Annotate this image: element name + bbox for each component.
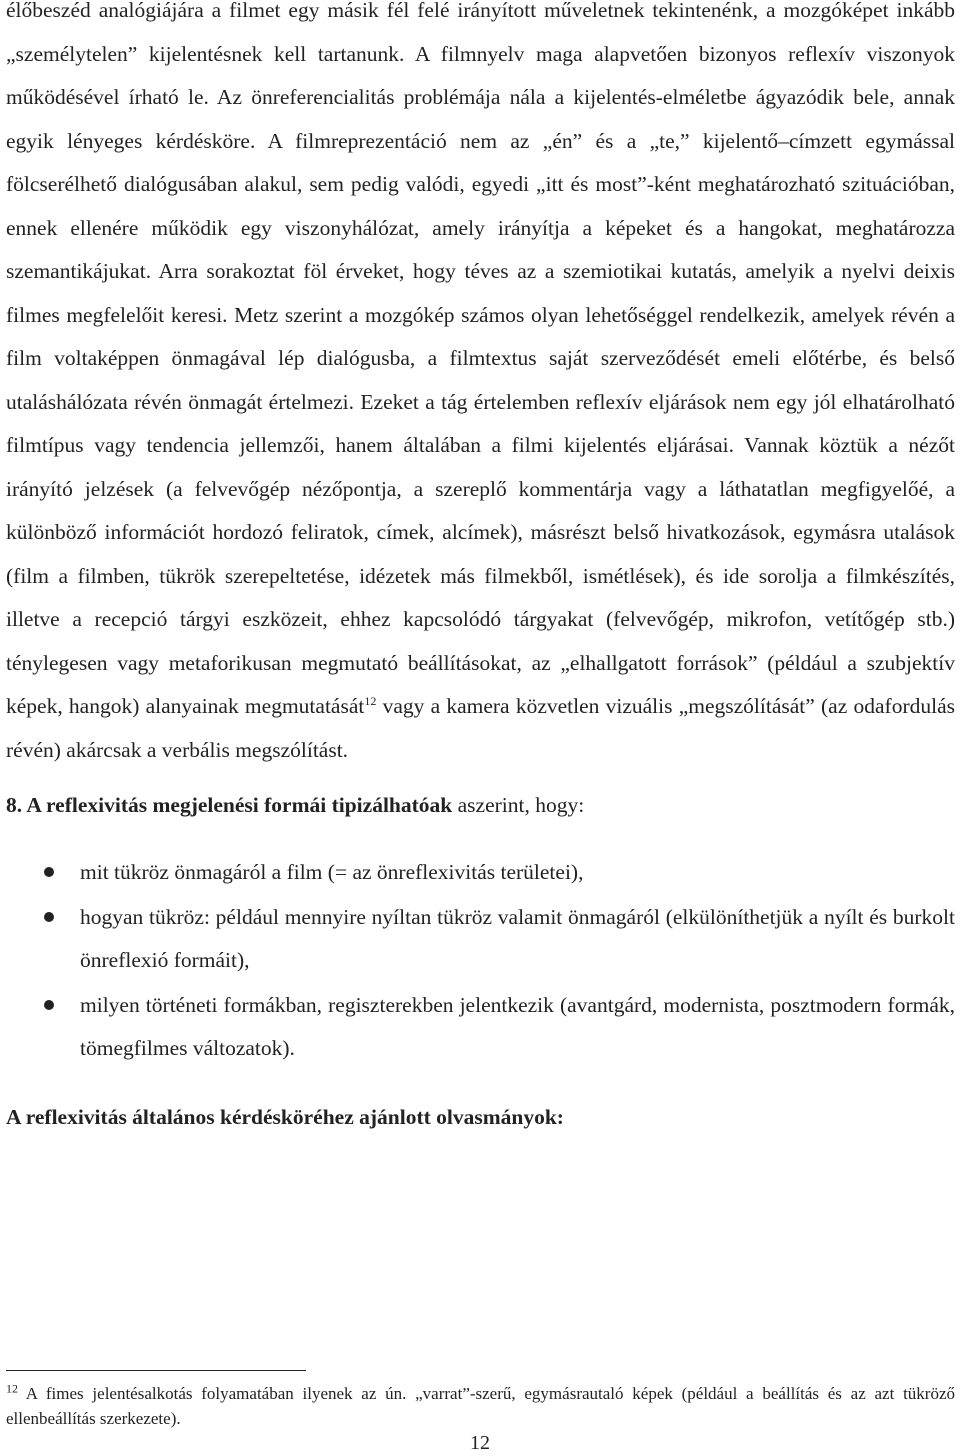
bullet-item	[6, 851, 955, 895]
footnote	[6, 1381, 955, 1431]
bullet-icon	[44, 1000, 54, 1010]
footnote-separator	[6, 1370, 306, 1371]
bullet-icon	[44, 867, 54, 877]
document-page	[6, 0, 955, 1132]
bullet-text: milyen történeti formákban, regiszterekben jelentkezik (avantgárd, modernista, posztmodern formák, tömegfilmes változatok).	[80, 992, 955, 1060]
reading-list-heading: A reflexivitás általános kérdésköréhez ajánlott olvasmányok:	[6, 1104, 564, 1129]
body-text: élőbeszéd analógiájára a filmet egy másik fél felé irányított műveletnek tekintenénk, a mozgóképet inkább „személytelen” kijelentésnek kell tartanunk. A filmnyelv maga alapvetően bizonyos reflexív viszonyok működésével írható le. Az önreferencialitás problémája nála a kijelentés-elméletbe ágyazódik bele, annak egyik lényeges kérdésköre. A filmreprezentáció nem az „én” és a „te,” kijelentő–címzett egymással fölcserélhető dialógusában alakul, sem pedig valódi, egyedi „itt és most”-ként meghatározható szituációban, ennek ellenére működik egy viszonyhálózat, amely irányítja a képeket és a hangokat, meghatározza szemantikájukat. Arra sorakoztat föl érveket, hogy téves az a szemiotikai kutatás, amelyik a nyelvi deixis filmes megfelelőit keresi. Metz szerint a mozgókép számos olyan lehetőséggel rendelkezik, amelyek révén a film voltaképpen önmagával lép dialógusba, a filmtextus saját szerveződését emeli előtérbe, és belső utaláshálózata révén önmagát értelmezi. Ezeket a tág értelemben reflexív eljárások nem egy jól elhatárolható filmtípus vagy tendencia jellemzői, hanem általában a filmi kijelentés eljárásai. Vannak köztük a nézőt irányító jelzések (a felvevőgép nézőpontja, a szereplő kommentárja vagy a láthatatlan megfigyelőé, a különböző információt hordozó feliratok, címek, alcímek), másrészt belső hivatkozások, egymásra utalások (film a filmben, tükrök szerepeltetése, idézetek más filmekből, ismétlések), és ide sorolja a filmkészítés, illetve a recepció tárgyi eszközeit, ehhez kapcsolódó tárgyakat (felvevőgép, mikrofon, vetítőgép stb.) ténylegesen vagy metaforikusan megmutató beállításokat, az „elhallgatott források” (például a szubjektív képek, hangok) alanyainak megmutatását	[6, 0, 955, 718]
bullet-list	[6, 851, 955, 1071]
section-8-heading	[6, 790, 955, 820]
bullet-item	[6, 984, 955, 1071]
bullet-text: mit tükröz önmagáról a film (= az önreflexivitás területei),	[80, 860, 584, 884]
bullet-icon	[44, 912, 54, 922]
footnote-reference[interactable]: 12	[364, 693, 377, 708]
footnote-number: 12	[6, 1381, 18, 1396]
page-number: 12	[470, 1432, 490, 1454]
section-8-rest: aszerint, hogy:	[452, 793, 585, 817]
bullet-item	[6, 896, 955, 983]
bullet-text: hogyan tükröz: például mennyire nyíltan tükröz valamit önmagáról (elkülöníthetjük a nyílt és burkolt önreflexió formáit),	[80, 904, 955, 972]
section-8-bold: 8. A reflexivitás megjelenési formái tipizálhatóak	[6, 793, 453, 817]
body-paragraph	[6, 0, 955, 772]
footnote-text: A fimes jelentésalkotás folyamatában ilyenek az ún. „varrat”-szerű, egymásrautaló képek (például a beállítás és az azt tükröző ellenbeállítás szerkezete).	[6, 1384, 955, 1428]
body-text-end: vagy a kamera közvetlen vizuális „megszólítását” (az odafordulás révén) akárcsak a verbális megszólítást.	[6, 694, 955, 762]
